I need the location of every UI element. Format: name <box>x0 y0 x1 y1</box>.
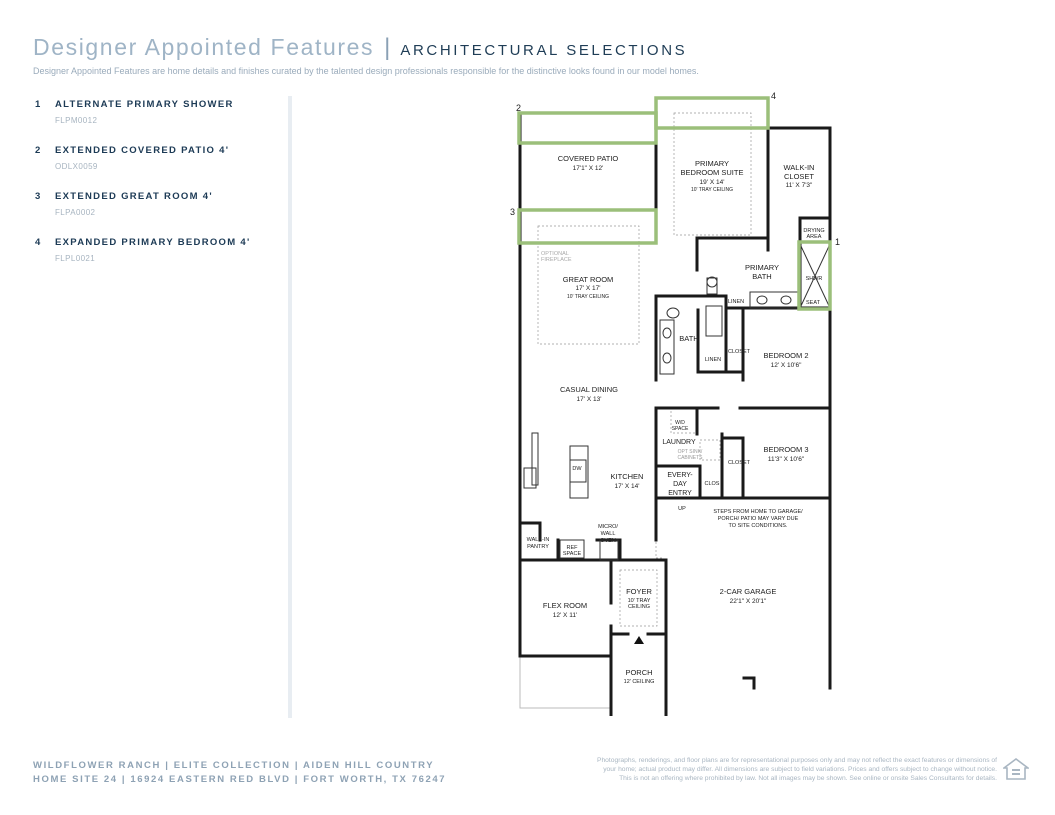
room-foyer: FOYER <box>626 587 652 596</box>
feature-item <box>35 145 275 191</box>
feature-code: FLPM0012 <box>55 116 98 125</box>
room-size: 17' X 14' <box>614 483 640 490</box>
bathtub <box>706 306 722 336</box>
garage-note-line3: TO SITE CONDITIONS. <box>728 523 788 529</box>
title-separator: | <box>384 34 391 61</box>
rear-slab-outline <box>520 656 611 708</box>
room-linen: LINEN <box>727 299 745 305</box>
feature-code: FLPL0021 <box>55 254 96 263</box>
page-title-row <box>33 34 687 66</box>
room-covered-patio: COVERED PATIO <box>557 154 619 163</box>
room-linen: LINEN <box>704 357 722 363</box>
room-bedroom-2: BEDROOM 2 <box>763 351 809 360</box>
disclaimer-line: your home; actual product may differ. All dimensions are subject to field variations. Prices and offers subject to change without notice. <box>603 766 997 773</box>
selection-extended-covered-patio <box>519 113 656 143</box>
feature-item <box>35 191 275 237</box>
room-size: 17'1" X 12' <box>572 165 604 172</box>
feature-code: ODLX0059 <box>55 162 98 171</box>
room-porch: PORCH <box>625 668 653 677</box>
disclaimer <box>517 756 997 783</box>
page-title: Designer Appointed Features <box>33 34 375 60</box>
room-great-room: GREAT ROOM <box>562 275 614 284</box>
room-everyday-entry-line3: ENTRY <box>668 490 692 497</box>
feature-code: FLPA0002 <box>55 208 96 217</box>
equal-housing-opportunity-icon <box>1003 758 1029 782</box>
room-size: 22'1" X 20'1" <box>729 598 767 605</box>
room-drying-area: DRYING <box>803 228 825 234</box>
marker-3: 3 <box>510 207 516 217</box>
room-wd-space-line2: SPACE <box>671 426 689 432</box>
kitchen-counter <box>532 433 538 485</box>
marker-2: 2 <box>516 103 522 113</box>
room-size: 11' X 7'3" <box>785 182 813 189</box>
room-size: 12' X 11' <box>552 612 578 619</box>
room-foyer-line2: 10' TRAY <box>627 598 651 604</box>
room-size: 19' X 14' <box>699 179 725 186</box>
room-bedroom-3: BEDROOM 3 <box>763 445 809 454</box>
room-opt-sink-line2: CABINETS <box>677 455 703 461</box>
room-walk-in-closet: WALK-IN <box>783 163 815 172</box>
marker-4: 4 <box>771 91 777 101</box>
room-wd-space: W/D <box>675 420 685 426</box>
garage-note: STEPS FROM HOME TO GARAGE/ <box>713 509 803 515</box>
address-line: HOME SITE 24 | 16924 EASTERN RED BLVD | FORT WORTH, TX 76247 <box>33 774 447 785</box>
room-garage: 2-CAR GARAGE <box>719 587 777 596</box>
feature-number: 1 <box>35 99 42 110</box>
room-walk-in-pantry: WALK-IN <box>526 537 550 543</box>
room-note: 10' TRAY CEILING <box>566 294 610 300</box>
feature-number: 4 <box>35 237 42 248</box>
room-seat: SEAT <box>806 300 820 306</box>
feature-name: EXTENDED COVERED PATIO 4' <box>55 145 230 156</box>
community-line: WILDFLOWER RANCH | ELITE COLLECTION | AIDEN HILL COUNTRY <box>33 760 435 771</box>
optional-fireplace-label: OPTIONAL <box>541 251 569 257</box>
feature-item <box>35 237 275 283</box>
room-size: 12' X 10'6" <box>770 362 802 369</box>
page-subtitle: ARCHITECTURAL SELECTIONS <box>400 42 688 59</box>
disclaimer-line: Photographs, renderings, and floor plans are for representational purposes only and may not reflect the exact features or dimensions of <box>597 757 997 764</box>
room-laundry: LAUNDRY <box>662 439 696 446</box>
room-everyday-entry: EVERY- <box>667 472 693 479</box>
marker-1: 1 <box>835 237 841 247</box>
room-micro-oven-line3: OVEN <box>600 538 616 544</box>
room-closet: CLOSET <box>727 460 751 466</box>
feature-name: ALTERNATE PRIMARY SHOWER <box>55 99 234 110</box>
room-micro-oven-line2: WALL <box>600 531 616 537</box>
room-kitchen: KITCHEN <box>610 472 644 481</box>
room-walk-in-pantry-line2: PANTRY <box>527 544 549 550</box>
room-note: 10' TRAY CEILING <box>690 187 734 193</box>
feature-name: EXPANDED PRIMARY BEDROOM 4' <box>55 237 251 248</box>
entry-arrow-icon <box>634 636 644 644</box>
room-closet: CLOSET <box>727 349 751 355</box>
room-clos: CLOS <box>704 481 720 487</box>
room-dw: DW <box>572 466 582 472</box>
room-shower: SHWR <box>805 276 823 282</box>
room-primary-bath: PRIMARY <box>744 263 780 272</box>
room-bath: BATH <box>679 334 699 343</box>
room-primary-bath-line2: BATH <box>752 272 772 281</box>
room-primary-bedroom-line2: BEDROOM SUITE <box>680 168 744 177</box>
floor-plan-drawing <box>500 88 845 716</box>
garage-note-line2: PORCH/ PATIO MAY VARY DUE <box>717 516 799 522</box>
feature-item <box>35 99 275 145</box>
feature-number: 2 <box>35 145 42 156</box>
opt-sink-outline <box>700 440 720 460</box>
disclaimer-line: This is not an offering where prohibited by law. Not all images may be shown. See online or onsite Sales Consultants for details. <box>619 775 997 782</box>
floor-plan <box>500 88 845 716</box>
page-description: Designer Appointed Features are home details and finishes curated by the talented design professionals responsible for the distinctive looks found in our model homes. <box>33 66 699 76</box>
room-size: 17' X 17' <box>575 285 601 292</box>
feature-number: 3 <box>35 191 42 202</box>
room-walk-in-closet-line2: CLOSET <box>783 172 815 181</box>
room-everyday-entry-line2: DAY <box>673 481 687 488</box>
room-size: 17' X 13' <box>576 396 602 403</box>
room-primary-bedroom: PRIMARY <box>694 159 730 168</box>
stair-up-label: UP <box>678 506 686 512</box>
room-ref-space: REF <box>566 545 578 551</box>
room-foyer-line3: CEILING <box>627 604 651 610</box>
room-note: 12' CEILING <box>623 679 655 685</box>
feature-list <box>35 99 275 283</box>
optional-fireplace-label-line2: FIREPLACE <box>541 257 572 263</box>
room-drying-area-line2: AREA <box>806 234 822 240</box>
room-casual-dining: CASUAL DINING <box>559 385 619 394</box>
room-flex-room: FLEX ROOM <box>542 601 588 610</box>
feature-name: EXTENDED GREAT ROOM 4' <box>55 191 213 202</box>
community-info <box>33 759 446 787</box>
room-micro-oven: MICRO/ <box>598 524 618 530</box>
room-ref-space-line2: SPACE <box>562 551 582 557</box>
selection-extended-great-room <box>519 210 656 243</box>
kitchen-island <box>570 446 588 498</box>
vertical-divider <box>288 96 292 718</box>
room-opt-sink: OPT SINK/ <box>677 449 703 455</box>
room-size: 11'3" X 10'6" <box>767 456 805 463</box>
